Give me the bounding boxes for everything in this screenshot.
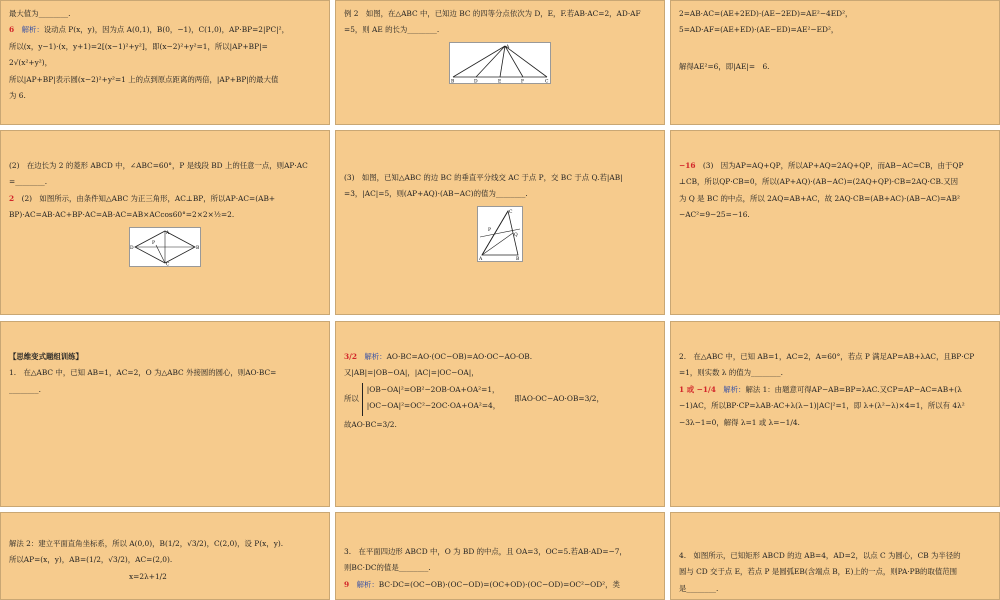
text-line: ⊥CB，所以QP·CB=0，所以(AP+AQ)·(AB−AC)=(2AQ+QP)·CB=2AQ·CB.又因 — [679, 177, 959, 187]
text-line: 3. 在平面四边形 ABCD 中，O 为 BD 的中点，且 OA=3，OC=5.若AB·AD=−7， — [344, 547, 627, 556]
text-line: 设动点 P(x，y)，因为点 A(0,1)，B(0，−1)，C(1,0)，AP·BP=2|PC|²， — [43, 25, 289, 35]
point-label: P — [152, 240, 156, 246]
text-line: 则BC·DC的值是________. — [344, 563, 431, 573]
text-line: −AC²=9−25=−16. — [679, 210, 750, 220]
answer-number: 3/2 — [344, 352, 357, 361]
text-line: 解法 2：建立平面直角坐标系，所以 A(0,0)，B(1/2，√3/2)，C(2,0)，设 P(x，y). — [9, 539, 284, 548]
text-line: (3) 因为AP=AQ+QP，所以AP+AQ=2AQ+QP，而AB−AC=CB，由于QP — [702, 161, 964, 170]
card-r2-c2 — [335, 130, 665, 315]
text-line: =3，|AC|=5，则(AP+AQ)·(AB−AC)的值为________. — [344, 189, 528, 199]
point-label: B — [516, 256, 520, 262]
text-line: 1. 在△ABC 中，已知 AB=1，AC=2，O 为△ABC 外接圆的圆心，则AO·BC= — [9, 368, 277, 378]
point-label: B — [451, 79, 455, 84]
card-r4-c1 — [0, 512, 330, 600]
card-r3-c3 — [670, 321, 1000, 507]
point-label: F — [521, 79, 525, 84]
point-label: B — [196, 245, 200, 251]
answer-number: 1 或 −1/4 — [679, 384, 716, 394]
point-label: C — [166, 262, 170, 267]
text-line: =________. — [9, 177, 48, 187]
point-label: C — [545, 79, 549, 84]
text-line: −3λ−1=0，解得 λ=1 或 λ=−1/4. — [679, 417, 800, 427]
point-label: A — [166, 230, 170, 236]
answer-number: 2 — [9, 193, 15, 203]
text-line: 圆与 CD 交于点 E，若点 P 是圆弧EB(含端点 B，E)上的一点，则PA·PB的取值范围 — [679, 567, 958, 577]
text-line: BP)·AC=AB·AC+BP·AC=AB·AC=AB×ACcos60°=2×2×½=2. — [9, 210, 235, 220]
text-line: 2=AB·AC=(AE+2ED)·(AE−2ED)=AE²−4ED²， — [679, 9, 853, 18]
section-title: 【思维变式题组训练】 — [9, 352, 83, 361]
text-line: 即AO·OC−AO·OB=3/2， — [514, 394, 604, 404]
card-r1-c2 — [335, 0, 665, 125]
text-line: 故AO·BC=3/2. — [344, 419, 397, 429]
text-line: 所以AP=(x，y)，AB=(1/2，√3/2)，AC=(2,0). — [9, 555, 173, 565]
card-r4-c3 — [670, 512, 1000, 600]
text-line: (2) 如图所示，由条件知△ABC 为正三角形，AC⊥BP，所以AP·AC=(AB+ — [21, 193, 276, 203]
text-line: 所以|AP+BP|表示圆(x−2)²+y²=1 上的点到原点距离的两倍，|AP+BP|的最大值 — [9, 74, 279, 84]
text-line: −1)AC，所以BP·CP=λAB·AC+λ(λ−1)|AC|²=1，即 λ+(λ²−λ)×4=1，所以有 4λ² — [679, 401, 965, 411]
analysis-tag: 解析： — [723, 384, 746, 394]
point-label: Q — [514, 232, 518, 238]
text-line: 为 Q 是 BC 的中点，所以 2AQ=AB+AC，故 2AQ·CB=(AB+AC)·(AB−AC)=AB² — [679, 193, 960, 203]
point-label: P — [488, 227, 492, 233]
text-line: |OC−OA|²=OC²−2OC·OA+OA²=4， — [366, 401, 501, 411]
point-label: A — [479, 256, 483, 262]
text-line: |OB−OA|²=OB²−2OB·OA+OA²=1， — [366, 384, 500, 394]
answer-number: 9 — [344, 579, 350, 589]
answer-number: −16 — [679, 161, 696, 170]
text-line: x=2λ+1/2 — [129, 571, 167, 581]
text-line: 所以(x，y−1)·(x，y+1)=2[(x−1)²+y²]，即(x−2)²+y²=1，所以|AP+BP|= — [9, 41, 268, 51]
text-line: 2. 在△ABC 中，已知 AB=1，AC=2，A=60°，若点 P 满足AP=AB+λAC，且BP·CP — [679, 352, 975, 361]
card-r3-c1 — [0, 321, 330, 507]
card-r2-c3 — [670, 130, 1000, 315]
text-line: 是________. — [679, 583, 719, 593]
text-line: (3) 如图，已知△ABC 的边 BC 的垂直平分线交 AC 于点 P，交 BC 于点 Q.若|AB| — [344, 173, 623, 182]
triangle-figure — [449, 42, 551, 84]
card-r1-c1 — [0, 0, 330, 125]
text-line: 最大值为________. — [9, 9, 71, 18]
text-line: 2√(x²+y²)， — [9, 58, 53, 68]
text-line: 解得AE²=6，即|AE|= 6. — [679, 61, 770, 71]
point-label: D — [474, 79, 478, 84]
analysis-tag: 解析： — [356, 579, 379, 589]
text-line: 为 6. — [9, 91, 26, 101]
rhombus-figure — [129, 227, 201, 267]
answer-number: 6 — [9, 25, 15, 35]
text-line: BC·DC=(OC−OB)·(OC−OD)=(OC+OD)·(OC−OD)=OC²−OD²，类 — [378, 579, 620, 589]
point-label: D — [130, 245, 134, 251]
card-r4-c2 — [335, 512, 665, 600]
point-label: E — [498, 79, 502, 84]
card-r2-c1 — [0, 130, 330, 315]
text-line: =5，则 AE 的长为________. — [344, 25, 440, 35]
card-r1-c3 — [670, 0, 1000, 125]
point-label: C — [509, 209, 513, 215]
text-line: 例 2 如图，在△ABC 中，已知边 BC 的四等分点依次为 D，E，F.若AB·AC=2，AD·AF — [344, 9, 641, 18]
analysis-tag: 解析： — [21, 25, 44, 35]
text-line: 5=AD·AF=(AE+ED)·(AE−ED)=AE²−ED²， — [679, 25, 839, 35]
text-line: (2) 在边长为 2 的菱形 ABCD 中，∠ABC=60°，P 是线段 BD 上的任意一点，则AP·AC — [9, 161, 308, 170]
analysis-tag: 解析： — [364, 352, 387, 361]
text-line: 4. 如图所示，已知矩形 ABCD 的边 AB=4，AD=2，以点 C 为圆心，CB 为半径的 — [679, 551, 961, 560]
text-line: ________. — [9, 384, 41, 394]
text-line: 解法 1：由题意可得AP−AB=BP=λAC.又CP=AP−AC=AB+(λ — [745, 384, 962, 394]
text-line: 又|AB|=|OB−OA|，|AC|=|OC−OA|， — [344, 368, 479, 378]
text-line: =1，则实数 λ 的值为________. — [679, 368, 783, 378]
triangle-figure — [477, 206, 523, 262]
card-r3-c2 — [335, 321, 665, 507]
point-label: A — [506, 44, 510, 50]
text-line: AO·BC=AO·(OC−OB)=AO·OC−AO·OB. — [386, 352, 533, 361]
text-line: 所以 — [344, 394, 359, 404]
